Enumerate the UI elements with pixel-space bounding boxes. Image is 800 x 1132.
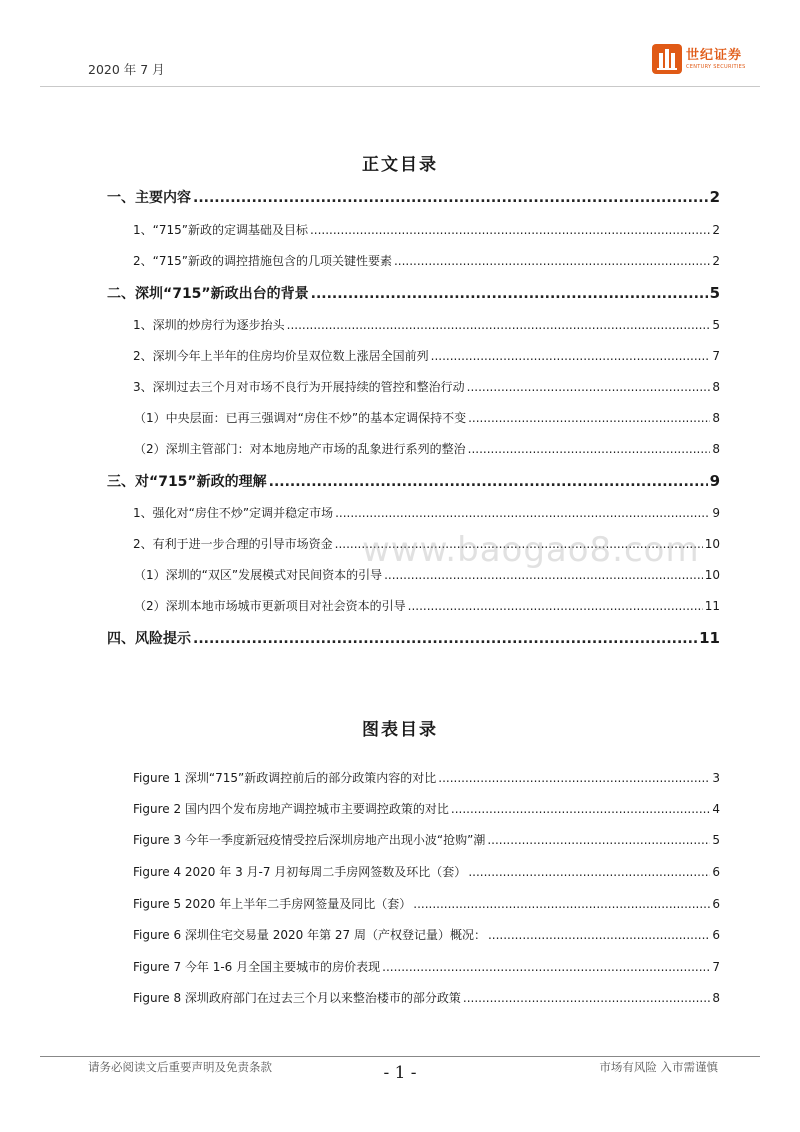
figure-entry-page: 8 (712, 991, 720, 1005)
toc-entry-label: 3、深圳过去三个月对市场不良行为开展持续的管控和整治行动 (133, 380, 465, 394)
watermark: www.baogao8.com (362, 530, 700, 570)
figure-list-title: 图表目录 (362, 720, 438, 740)
toc-entry-page: 2 (709, 188, 720, 206)
toc-entry-page: 8 (712, 380, 720, 394)
report-date: 2020 年 7 月 (88, 62, 165, 77)
toc-entry-page: 11 (704, 599, 720, 613)
figure-entry-page: 7 (712, 960, 720, 974)
figure-entry-label: Figure 3 今年一季度新冠疫情受控后深圳房地产出现小波“抢购”潮 (133, 833, 486, 847)
toc-entry-3-2-2[interactable] (134, 597, 720, 614)
toc-entry-label: 四、风险提示 (107, 631, 191, 647)
figure-entry-2[interactable] (133, 800, 720, 817)
toc-entry-label: （2）深圳主管部门：对本地房地产市场的乱象进行系列的整治 (134, 442, 466, 456)
figure-entry-page: 6 (712, 865, 720, 879)
header-divider (40, 86, 760, 87)
toc-entry-label: 2、有利于进一步合理的引导市场资金 (133, 537, 333, 551)
figure-entry-label: Figure 8 深圳政府部门在过去三个月以来整治楼市的部分政策 (133, 991, 461, 1005)
toc-entry-label: 1、强化对“房住不炒”定调并稳定市场 (133, 506, 334, 520)
century-securities-logo-icon (652, 44, 682, 74)
toc-entry-page: 10 (704, 537, 720, 551)
logo-english-name: CENTURY SECURITIES (686, 63, 746, 70)
toc-entry-page: 8 (712, 411, 720, 425)
figure-entry-page: 6 (712, 897, 720, 911)
toc-entry-3[interactable] (107, 471, 720, 491)
toc-entry-page: 8 (712, 442, 720, 456)
figure-entry-3[interactable] (133, 831, 720, 848)
toc-entry-2-3-1[interactable] (134, 409, 720, 426)
toc-entry-1-2[interactable] (133, 252, 720, 269)
figure-entry-8[interactable] (133, 989, 720, 1006)
figure-entry-page: 3 (712, 771, 720, 785)
toc-entry-page: 10 (704, 568, 720, 582)
figure-entry-5[interactable] (133, 895, 720, 912)
footer-divider (40, 1056, 760, 1057)
toc-entry-label: 1、深圳的炒房行为逐步抬头 (133, 318, 285, 332)
figure-entry-label: Figure 6 深圳住宅交易量 2020 年第 27 周（产权登记量）概况： (133, 928, 486, 942)
figure-entry-page: 6 (712, 928, 720, 942)
toc-entry-2-3-2[interactable] (134, 440, 720, 457)
risk-warning: 市场有风险 入市需谨慎 (599, 1060, 718, 1074)
figure-entry-label: Figure 5 2020 年上半年二手房网签量及同比（套） (133, 897, 412, 911)
toc-entry-label: 1、“715”新政的定调基础及目标 (133, 223, 308, 237)
figure-entry-label: Figure 2 国内四个发布房地产调控城市主要调控政策的对比 (133, 802, 449, 816)
toc-entry-page: 9 (709, 472, 720, 490)
toc-entry-label: （1）中央层面：已再三强调对“房住不炒”的基本定调保持不变 (134, 411, 467, 425)
toc-entry-page: 5 (712, 318, 720, 332)
page-number: - 1 - (383, 1063, 417, 1083)
figure-entry-1[interactable] (133, 769, 720, 786)
toc-entry-label: 2、“715”新政的调控措施包含的几项关键性要素 (133, 254, 392, 268)
toc-entry-page: 9 (712, 506, 720, 520)
figure-entry-label: Figure 1 深圳“715”新政调控前后的部分政策内容的对比 (133, 771, 437, 785)
toc-entry-2[interactable] (107, 283, 720, 303)
disclaimer-notice: 请务必阅读文后重要声明及免责条款 (88, 1060, 272, 1074)
figure-entry-label: Figure 7 今年 1-6 月全国主要城市的房价表现 (133, 960, 381, 974)
figure-entry-4[interactable] (133, 863, 720, 880)
toc-entry-page: 2 (712, 223, 720, 237)
toc-entry-label: 三、对“715”新政的理解 (107, 474, 267, 490)
toc-entry-2-1[interactable] (133, 316, 720, 333)
figure-entry-6[interactable] (133, 926, 720, 943)
toc-entry-1[interactable] (107, 187, 720, 207)
figure-entry-label: Figure 4 2020 年 3 月-7 月初每周二手房网签数及环比（套） (133, 865, 467, 879)
toc-entry-label: 2、深圳今年上半年的住房均价呈双位数上涨居全国前列 (133, 349, 429, 363)
logo-chinese-name: 世纪证券 (686, 47, 743, 63)
toc-entry-1-1[interactable] (133, 221, 720, 238)
toc-entry-2-2[interactable] (133, 347, 720, 364)
toc-entry-page: 7 (712, 349, 720, 363)
toc-title: 正文目录 (362, 155, 438, 175)
figure-entry-7[interactable] (133, 958, 720, 975)
toc-entry-page: 2 (712, 254, 720, 268)
toc-entry-page: 5 (709, 284, 720, 302)
toc-entry-label: （2）深圳本地市场城市更新项目对社会资本的引导 (134, 599, 406, 613)
toc-entry-label: （1）深圳的“双区”发展模式对民间资本的引导 (134, 568, 383, 582)
company-logo (652, 44, 746, 74)
toc-entry-3-1[interactable] (133, 504, 720, 521)
toc-entry-page: 11 (699, 629, 720, 647)
toc-entry-2-3[interactable] (133, 378, 720, 395)
toc-entry-label: 二、深圳“715”新政出台的背景 (107, 286, 309, 302)
toc-entry-label: 一、主要内容 (107, 190, 191, 206)
figure-entry-page: 5 (712, 833, 720, 847)
toc-entry-4[interactable] (107, 628, 720, 648)
figure-entry-page: 4 (712, 802, 720, 816)
